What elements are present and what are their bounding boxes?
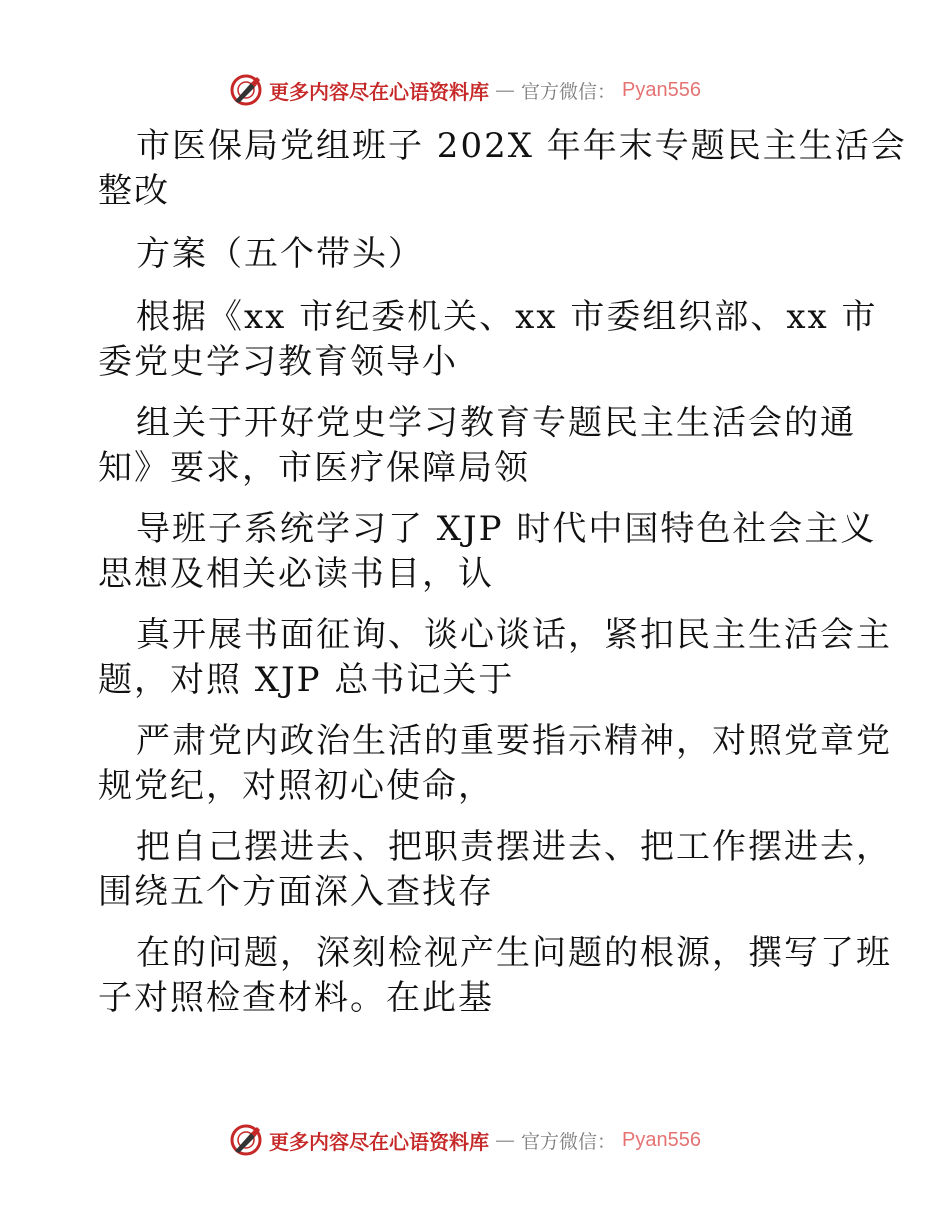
doc-paragraph-line: 规党纪，对照初心使命， (98, 766, 494, 806)
banner-wechat-id: Pyan556 (622, 1128, 701, 1151)
doc-paragraph-line: 围绕五个方面深入查找存 (98, 872, 494, 912)
doc-paragraph-line: 真开展书面征询、谈心谈话，紧扣民主生活会主 (136, 615, 892, 655)
doc-paragraph-line: 组关于开好党史学习教育专题民主生活会的通 (136, 403, 856, 443)
doc-paragraph-line: 严肃党内政治生活的重要指示精神，对照党章党 (136, 721, 892, 761)
doc-title-line-cont: 整改 (98, 171, 170, 211)
footer-banner-content (229, 1123, 701, 1157)
doc-paragraph-line: 根据《xx 市纪委机关、xx 市委组织部、xx 市 (136, 297, 878, 337)
doc-paragraph-line: 在的问题，深刻检视产生问题的根源，撰写了班 (136, 933, 892, 973)
document-body (98, 124, 907, 1021)
doc-title-line: 市医保局党组班子 202X 年年末专题民主生活会 (136, 126, 907, 166)
doc-paragraph-line: 思想及相关必读书目，认 (98, 554, 494, 594)
banner-wechat-id: Pyan556 (622, 78, 701, 101)
banner-main-text: 更多内容尽在心语资料库 (269, 1129, 489, 1154)
banner-label: 官方微信： (521, 80, 617, 103)
doc-subtitle-line: 方案（五个带头） (136, 234, 424, 274)
banner-label: 官方微信： (521, 1130, 617, 1153)
banner-separator: — (495, 78, 515, 102)
pen-nib-logo-icon (229, 73, 263, 107)
doc-paragraph-line: 知》要求，市医疗保障局领 (98, 448, 530, 488)
doc-paragraph-line: 子对照检查材料。在此基 (98, 978, 494, 1018)
footer-banner (0, 1120, 950, 1160)
header-banner-content (229, 73, 701, 107)
doc-paragraph-line: 把自己摆进去、把职责摆进去、把工作摆进去， (136, 827, 892, 867)
header-banner (0, 70, 950, 110)
banner-separator: — (495, 1128, 515, 1152)
banner-main-text: 更多内容尽在心语资料库 (269, 79, 489, 104)
doc-paragraph-line: 题，对照 XJP 总书记关于 (98, 660, 515, 700)
doc-paragraph-line: 导班子系统学习了 XJP 时代中国特色社会主义 (136, 509, 877, 549)
doc-paragraph-line: 委党史学习教育领导小 (98, 342, 458, 382)
pen-nib-logo-icon (229, 1123, 263, 1157)
